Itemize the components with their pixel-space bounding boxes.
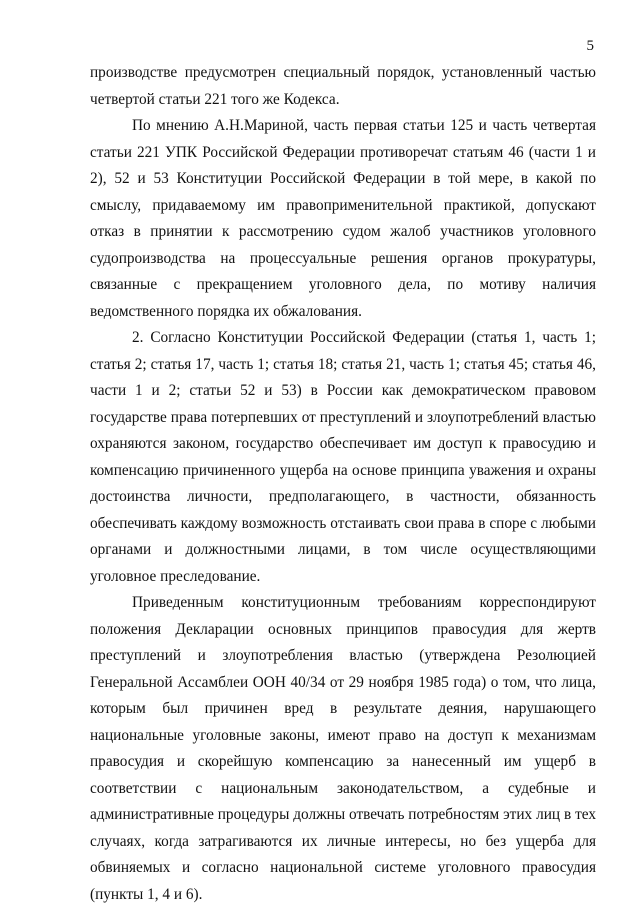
paragraph-continuation: производстве предусмотрен специальный порядок, установленный частью четвертой статьи 221 того же Кодекса. <box>90 64 596 108</box>
paragraph-marina-opinion: По мнению А.Н.Мариной, часть первая статьи 125 и часть четвертая статьи 221 УПК Российской Федерации противоречат статьям 46 (части 1 и 2), 52 и 53 Конституции Российской Федерации в той мере, в какой по смыслу, придаваемому им правоприменительной практикой, допускают отказ в принятии к рассмотрению судом жалоб участников уголовного судопроизводства на процессуальные решения органов прокуратуры, связанные с прекращением уголовного дела, по мотиву наличия ведомственного порядка их обжалования. <box>90 117 596 320</box>
page-number: 5 <box>586 38 594 54</box>
paragraph-un-declaration: Приведенным конституционным требованиям корреспондируют положения Декларации основных принципов правосудия для жертв преступлений и злоупотребления властью (утверждена Резолюцией Генеральной Ассамблеи ООН 40/34 от 29 ноября 1985 года) о том, что лица, которым был причинен вред в результате деяния, нарушающего национальные уголовные законы, имеют право на доступ к механизмам правосудия и скорейшую компенсацию за нанесенный им ущерб в соответствии с национальным законодательством, а судебные и административные процедуры должны отвечать потребностям этих лиц в тех случаях, когда затрагиваются их личные интересы, но без ущерба для обвиняемых и согласно национальной системе уголовного правосудия (пункты 1, 4 и 6). <box>90 594 596 903</box>
document-body <box>90 60 596 908</box>
paragraph-constitution: 2. Согласно Конституции Российской Федерации (статья 1, часть 1; статья 2; статья 17, часть 1; статья 18; статья 21, часть 1; статья 45; статья 46, части 1 и 2; статьи 52 и 53) в России как демократическом правовом государстве права потерпевших от преступлений и злоупотреблений властью охраняются законом, государство обеспечивает им доступ к правосудию и компенсацию причиненного ущерба на основе принципа уважения и охраны достоинства личности, предполагающего, в частности, обязанность обеспечивать каждому возможность отстаивать свои права в споре с любыми органами и должностными лицами, в том числе осуществляющими уголовное преследование. <box>90 329 596 585</box>
